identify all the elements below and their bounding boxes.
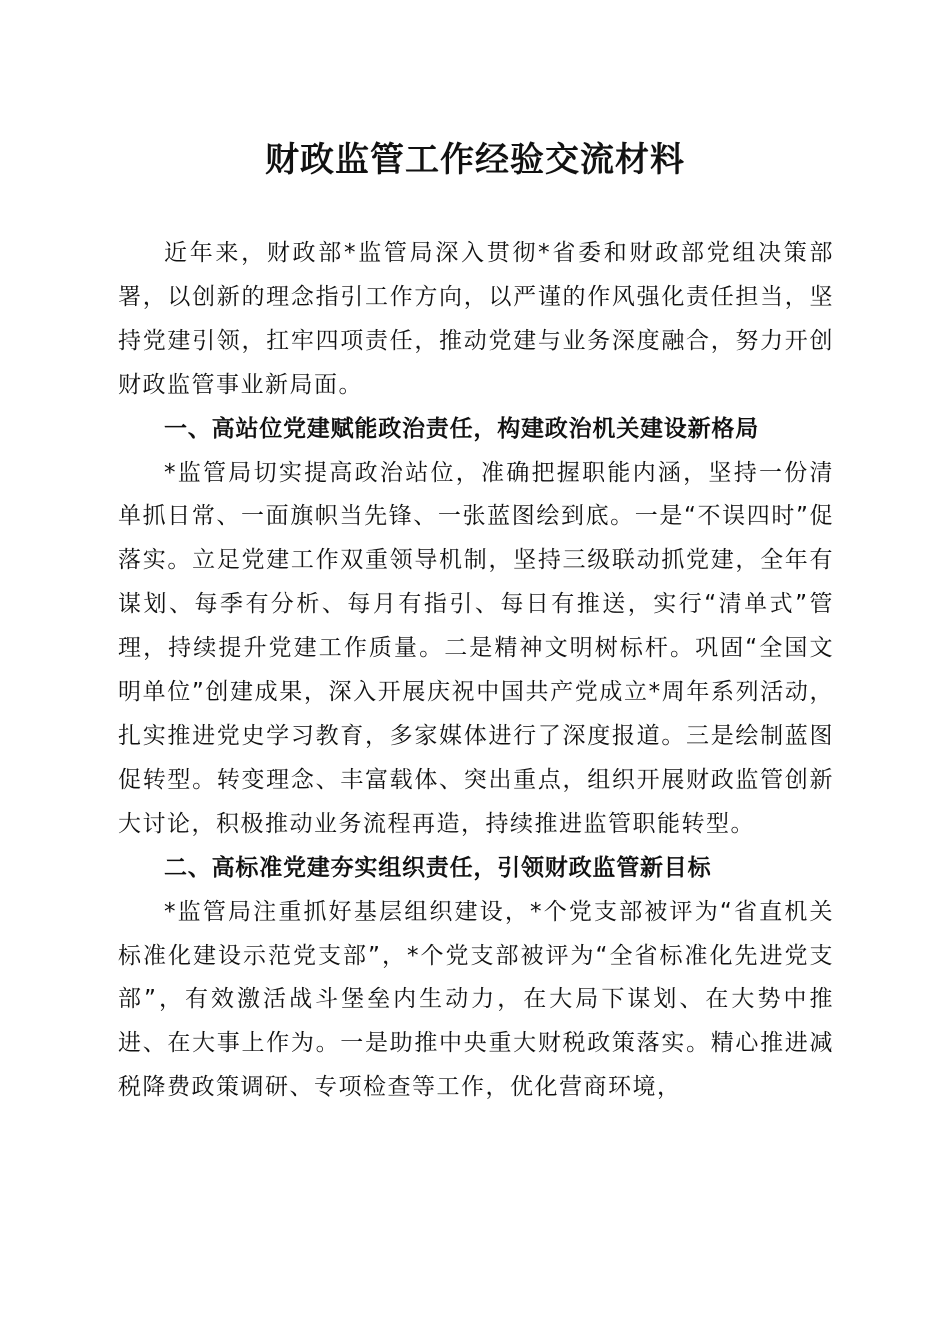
document-body [118, 232, 834, 1110]
section-1-paragraph: *监管局切实提高政治站位，准确把握职能内涵，坚持一份清单抓日常、一面旗帜当先锋、一张蓝图绘到底。一是“不误四时”促落实。立足党建工作双重领导机制，坚持三级联动抓党建，全年有谋划、每季有分析、每月有指引、每日有推送，实行“清单式”管理，持续提升党建工作质量。二是精神文明树标杆。巩固“全国文明单位”创建成果，深入开展庆祝中国共产党成立*周年系列活动，扎实推进党史学习教育，多家媒体进行了深度报道。三是绘制蓝图促转型。转变理念、丰富载体、突出重点，组织开展财政监管创新大讨论，积极推动业务流程再造，持续推进监管职能转型。 [118, 459, 834, 837]
intro-paragraph: 近年来，财政部*监管局深入贯彻*省委和财政部党组决策部署，以创新的理念指引工作方向，以严谨的作风强化责任担当，坚持党建引领，扛牢四项责任，推动党建与业务深度融合，努力开创财政监管事业新局面。 [118, 240, 834, 398]
section-1-heading: 一、高站位党建赋能政治责任，构建政治机关建设新格局 [164, 415, 759, 442]
section-2-paragraph: *监管局注重抓好基层组织建设，*个党支部被评为“省直机关标准化建设示范党支部”，*个党支部被评为“全省标准化先进党支部”，有效激活战斗堡垒内生动力，在大局下谋划、在大势中推进、在大事上作为。一是助推中央重大财税政策落实。精心推进减税降费政策调研、专项检查等工作，优化营商环境， [118, 898, 834, 1101]
document-title: 财政监管工作经验交流材料 [265, 140, 685, 180]
section-2-heading: 二、高标准党建夯实组织责任，引领财政监管新目标 [164, 854, 712, 881]
